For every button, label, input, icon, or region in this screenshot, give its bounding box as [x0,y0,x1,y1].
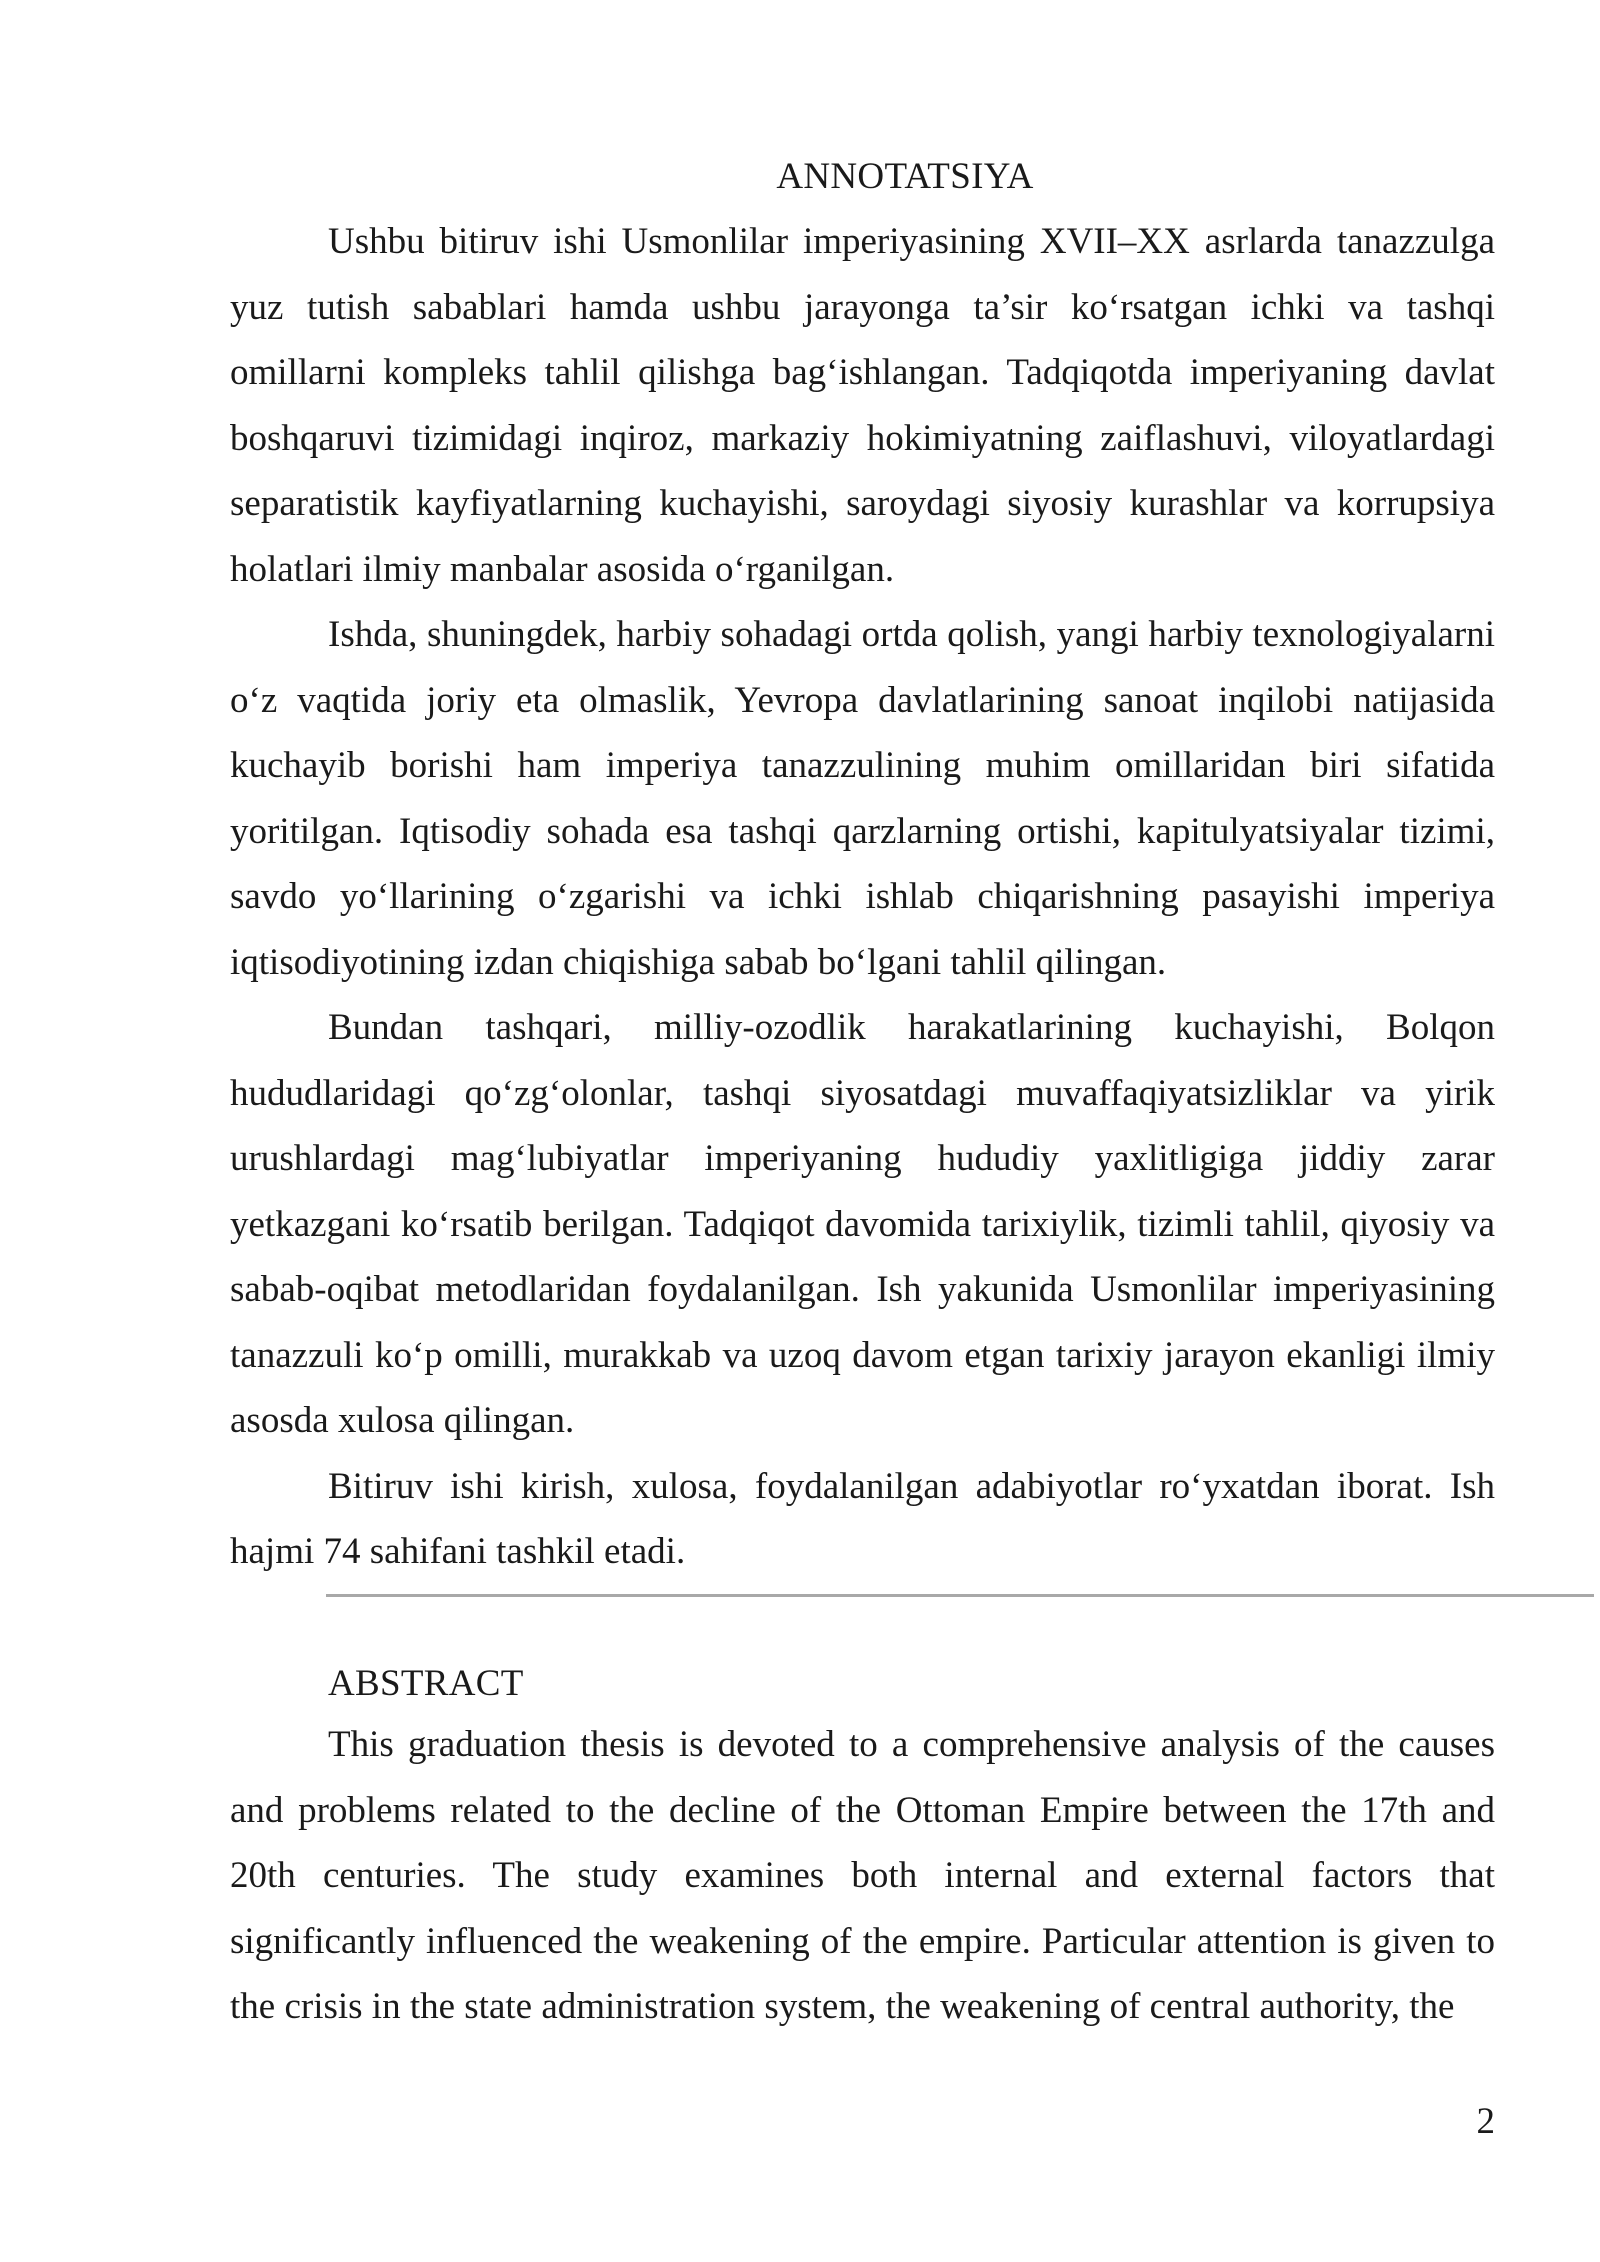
abstract-heading: ABSTRACT [328,1663,524,1704]
page-number: 2 [1476,2101,1495,2142]
annotation-body [230,209,1495,1585]
section-divider [326,1594,1594,1597]
abstract-body [230,1712,1495,2040]
annotation-paragraph: Bitiruv ishi kirish, xulosa, foydalanilgan adabiyotlar ro‘yxatdan iborat. Ish hajmi 74 sahifani tashkil etadi. [230,1465,1495,1572]
annotation-paragraph: Bundan tashqari, milliy-ozodlik harakatlarining kuchayishi, Bolqon hududlaridagi qo‘zg‘olonlar, tashqi siyosatdagi muvaffaqiyatsizliklar va yirik urushlardagi mag‘lubiyatlar imperiyaning hududiy yaxlitligiga jiddiy zarar yetkazgani ko‘rsatib berilgan. Tadqiqot davomida tarixiylik, tizimli tahlil, qiyosiy va sabab-oqibat metodlaridan foydalanilgan. Ish yakunida Usmonlilar imperiyasining tanazzuli ko‘p omilli, murakkab va uzoq davom etgan tarixiy jarayon ekanligi ilmiy asosda xulosa qilingan. [230,1007,1495,1441]
annotation-paragraph: Ishda, shuningdek, harbiy sohadagi ortda qolish, yangi harbiy texnologiyalarni o‘z vaqtida joriy eta olmaslik, Yevropa davlatlarining sanoat inqilobi natijasida kuchayib borishi ham imperiya tanazzulining muhim omillaridan biri sifatida yoritilgan. Iqtisodiy sohada esa tashqi qarzlarning ortishi, kapitulyatsiyalar tizimi, savdo yo‘llarining o‘zgarishi va ichki ishlab chiqarishning pasayishi imperiya iqtisodiyotining izdan chiqishiga sabab bo‘lgani tahlil qilingan. [230,614,1495,983]
abstract-paragraph: This graduation thesis is devoted to a comprehensive analysis of the causes and problems related to the decline of the Ottoman Empire between the 17th and 20th centuries. The study examines both internal and external factors that significantly influenced the weakening of the empire. Particular attention is given to the crisis in the state administration system, the weakening of central authority, the [230,1724,1495,2027]
annotation-heading: ANNOTATSIYA [776,156,1034,197]
annotation-paragraph: Ushbu bitiruv ishi Usmonlilar imperiyasining XVII–XX asrlarda tanazzulga yuz tutish sabablari hamda ushbu jarayonga ta’sir ko‘rsatgan ichki va tashqi omillarni kompleks tahlil qilishga bag‘ishlangan. Tadqiqotda imperiyaning davlat boshqaruvi tizimidagi inqiroz, markaziy hokimiyatning zaiflashuvi, viloyatlardagi separatistik kayfiyatlarning kuchayishi, saroydagi siyosiy kurashlar va korrupsiya holatlari ilmiy manbalar asosida o‘rganilgan. [230,221,1495,590]
